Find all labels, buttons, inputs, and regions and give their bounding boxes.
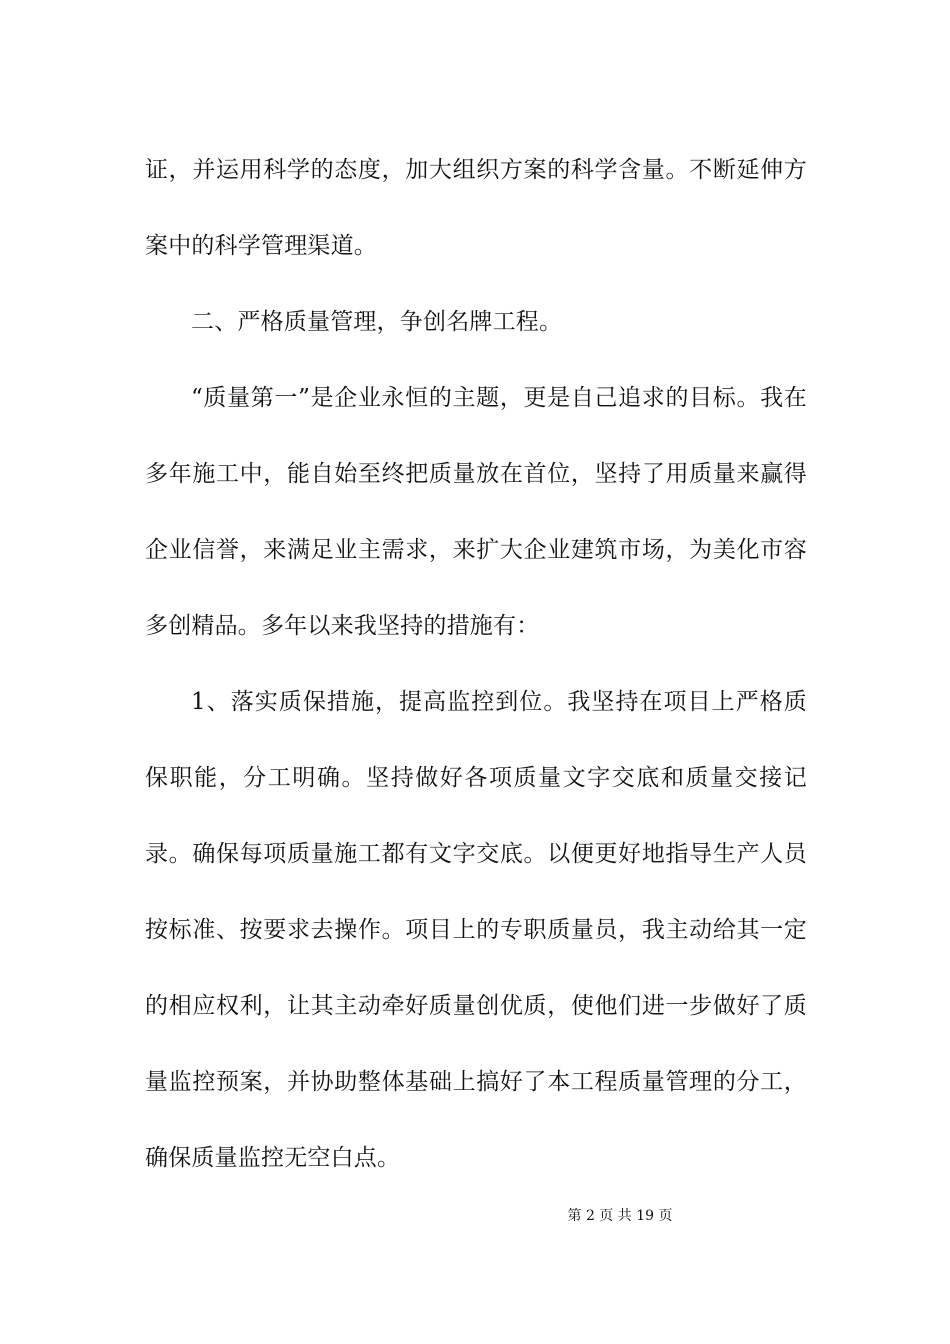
paragraph-quality-first: “质量第一”是企业永恒的主题，更是自己追求的目标。我在多年施工中，能自始至终把质量放在首位，坚持了用质量来赢得企业信誉，来满足业主需求，来扩大企业建筑市场，为美化市容多创精品。多年以来我坚持的措施有：: [145, 385, 807, 639]
page-number-label: 第 2 页 共 19 页: [567, 1208, 673, 1224]
section-heading: 二、严格质量管理，争创名牌工程。: [191, 309, 563, 335]
page-footer: [0, 1206, 950, 1226]
document-body: [145, 132, 807, 1196]
paragraph-continuation: 证，并运用科学的态度，加大组织方案的科学含量。不断延伸方案中的科学管理渠道。: [145, 157, 807, 259]
paragraph-measure-1: 1、落实质保措施，提高监控到位。我坚持在项目上严格质保职能，分工明确。坚持做好各项质量文字交底和质量交接记录。确保每项质量施工都有文字交底。以便更好地指导生产人员按标准、按要求去操作。项目上的专职质量员，我主动给其一定的相应权利，让其主动牵好质量创优质，使他们进一步做好了质量监控预案，并协助整体基础上搞好了本工程质量管理的分工，确保质量监控无空白点。: [145, 689, 807, 1171]
